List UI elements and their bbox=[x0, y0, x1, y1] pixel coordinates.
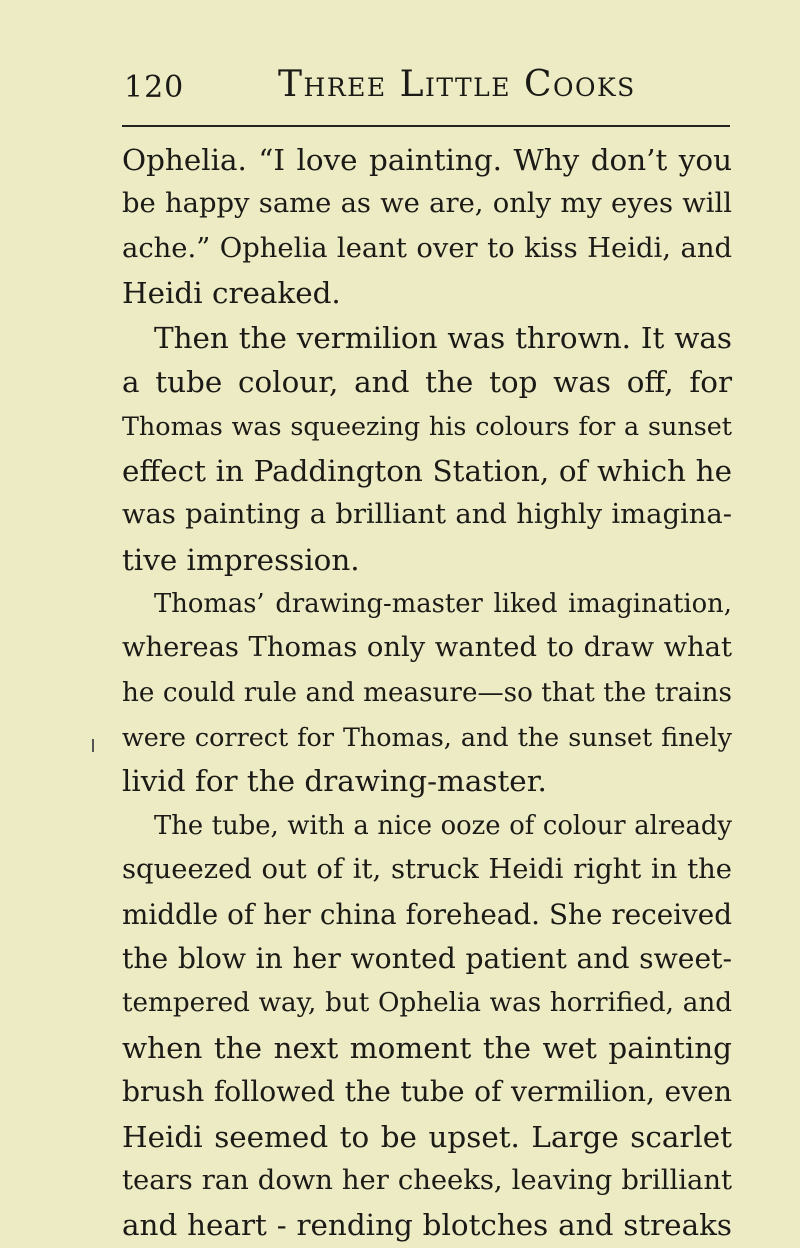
header-rule bbox=[122, 125, 730, 127]
text-line: was painting a brilliant and highly imagina- bbox=[122, 499, 732, 531]
text-line: livid for the drawing-master. bbox=[122, 764, 547, 799]
text-line: Heidi seemed to be upset. Large scarlet bbox=[122, 1119, 732, 1154]
text-line: middle of her china forehead. She received bbox=[122, 897, 732, 931]
running-title: Three Little Cooks bbox=[278, 64, 636, 105]
text-line: the blow in her wonted patient and sweet- bbox=[122, 942, 732, 976]
text-line: Heidi creaked. bbox=[122, 276, 341, 311]
text-line: be happy same as we are, only my eyes will bbox=[122, 188, 732, 220]
text-line: Thomas’ drawing-master liked imagination, bbox=[154, 588, 732, 619]
text-line: Then the vermilion was thrown. It was bbox=[154, 320, 732, 355]
text-line: brush followed the tube of vermilion, even bbox=[122, 1075, 732, 1109]
text-line: whereas Thomas only wanted to draw what bbox=[122, 632, 732, 664]
text-line: tempered way, but Ophelia was horrified, and bbox=[122, 988, 732, 1019]
text-line: and heart - rending blotches and streaks bbox=[122, 1208, 732, 1243]
text-line: tears ran down her cheeks, leaving brilliant bbox=[122, 1164, 732, 1196]
body-text bbox=[122, 138, 732, 1248]
text-line: squeezed out of it, struck Heidi right in the bbox=[122, 854, 732, 886]
text-line: a tube colour, and the top was off, for bbox=[122, 364, 732, 399]
text-line: tive impression. bbox=[122, 542, 360, 577]
text-line: Ophelia. “I love painting. Why don’t you bbox=[122, 143, 732, 177]
text-line: Thomas was squeezing his colours for a sunset bbox=[122, 411, 732, 442]
text-line: The tube, with a nice ooze of colour already bbox=[154, 810, 732, 841]
text-line: when the next moment the wet painting bbox=[122, 1030, 732, 1065]
text-line: he could rule and measure—so that the trains bbox=[122, 677, 732, 708]
page-number: 120 bbox=[124, 70, 185, 105]
text-line: ache.” Ophelia leant over to kiss Heidi, and bbox=[122, 232, 732, 264]
text-line: effect in Paddington Station, of which he bbox=[122, 453, 732, 488]
page-header bbox=[0, 64, 800, 114]
text-line: were correct for Thomas, and the sunset finely bbox=[122, 722, 732, 753]
margin-mark bbox=[92, 739, 94, 752]
